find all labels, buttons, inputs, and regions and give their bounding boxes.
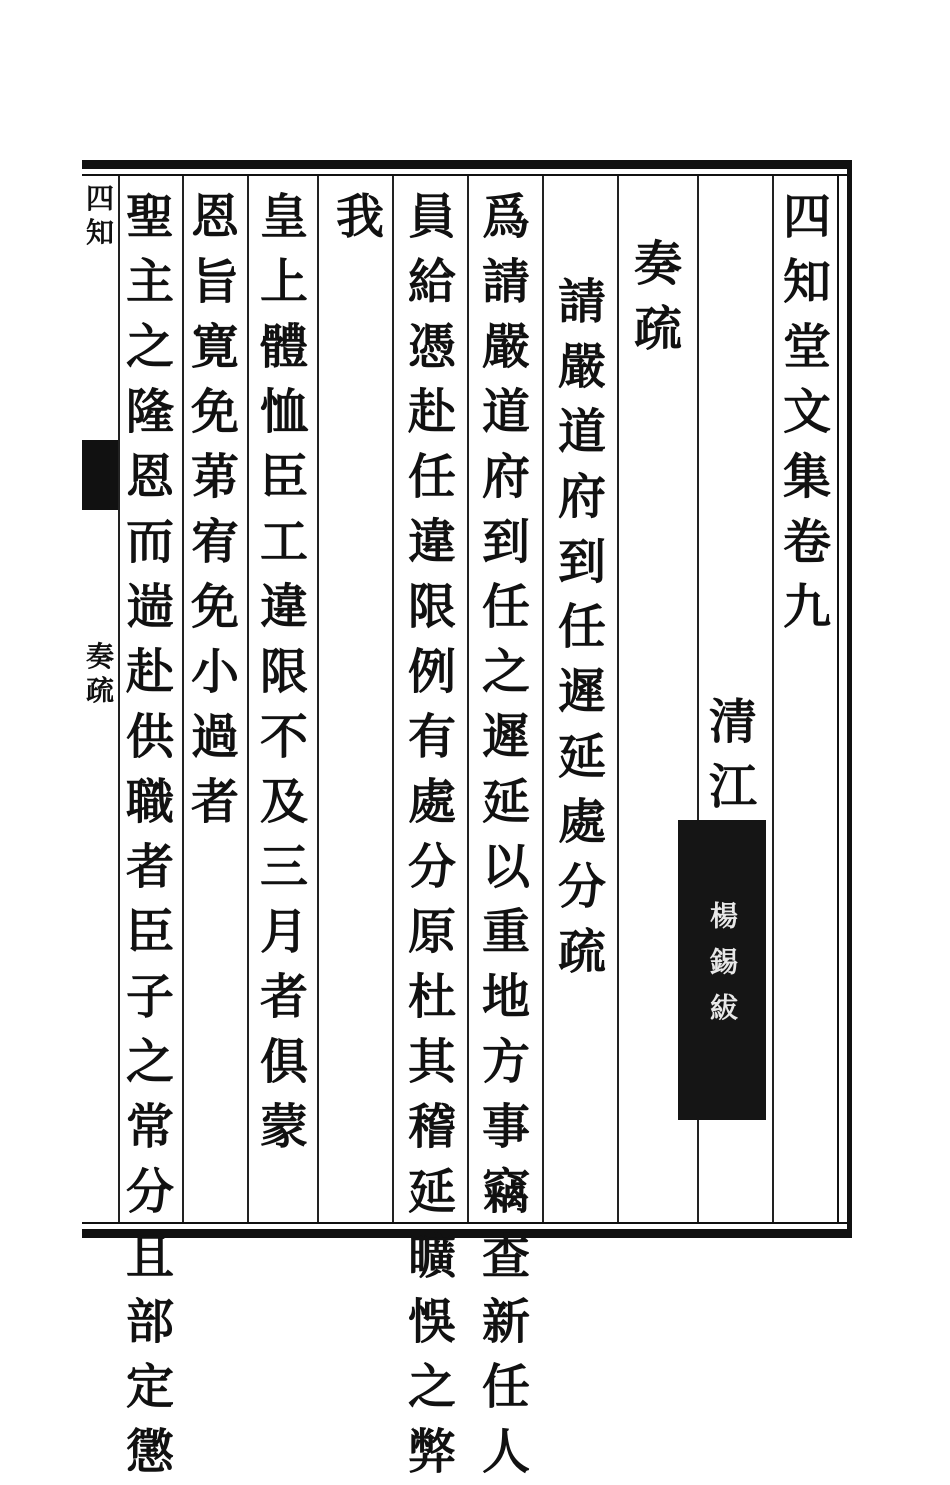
glyph: 例 [407, 644, 456, 700]
glyph: 延 [481, 774, 530, 830]
margin-fish-tail [82, 440, 118, 510]
glyph: 員 [407, 189, 456, 245]
glyph: 主 [125, 254, 174, 310]
glyph: 限 [407, 579, 456, 635]
glyph: 原 [407, 904, 456, 960]
column-rule [317, 176, 319, 1222]
glyph: 府 [557, 469, 606, 525]
margin-title [84, 182, 116, 250]
seal-text: 楊錫紱 [706, 901, 739, 1039]
inner-rule-top [82, 174, 847, 176]
glyph: 四 [85, 182, 114, 215]
glyph: 請 [481, 254, 530, 310]
glyph: 聖 [125, 189, 174, 245]
glyph: 爲 [481, 189, 530, 245]
glyph: 以 [481, 839, 530, 895]
glyph: 延 [557, 729, 606, 785]
glyph: 隆 [125, 384, 174, 440]
glyph: 方 [481, 1034, 530, 1090]
glyph: 到 [481, 514, 530, 570]
glyph: 任 [481, 1359, 530, 1415]
glyph: 俱 [259, 1034, 308, 1090]
body-column-4 [254, 185, 314, 1160]
glyph: 堂 [782, 319, 831, 375]
body-column-2 [402, 185, 462, 1485]
column-rule [247, 176, 249, 1222]
glyph: 集 [782, 449, 831, 505]
glyph: 到 [557, 534, 606, 590]
glyph: 任 [407, 449, 456, 505]
right-inner-rule [837, 174, 839, 1224]
glyph: 任 [557, 599, 606, 655]
glyph: 不 [259, 709, 308, 765]
glyph: 子 [125, 969, 174, 1025]
glyph: 苐 [190, 449, 239, 505]
glyph: 悞 [407, 1294, 456, 1350]
glyph: 卷 [782, 514, 831, 570]
glyph: 分 [125, 1164, 174, 1220]
glyph: 我 [335, 189, 384, 245]
glyph: 及 [259, 774, 308, 830]
section-heading [628, 232, 688, 362]
glyph: 者 [125, 839, 174, 895]
glyph: 蒙 [259, 1099, 308, 1155]
glyph: 體 [259, 319, 308, 375]
glyph: 赴 [125, 644, 174, 700]
glyph: 奏 [633, 236, 682, 292]
glyph: 月 [259, 904, 308, 960]
glyph: 延 [407, 1164, 456, 1220]
glyph: 給 [407, 254, 456, 310]
glyph: 遲 [481, 709, 530, 765]
glyph: 文 [782, 384, 831, 440]
glyph: 免 [190, 579, 239, 635]
memorial-title [552, 270, 612, 985]
glyph: 上 [259, 254, 308, 310]
glyph: 供 [125, 709, 174, 765]
glyph: 嚴 [557, 339, 606, 395]
glyph: 知 [782, 254, 831, 310]
glyph: 工 [259, 514, 308, 570]
glyph: 赴 [407, 384, 456, 440]
seal-stamp [678, 820, 766, 1120]
column-rule [542, 176, 544, 1222]
glyph: 職 [125, 774, 174, 830]
glyph: 曠 [407, 1229, 456, 1285]
column-rule [467, 176, 469, 1222]
glyph: 疏 [557, 924, 606, 980]
glyph: 四 [782, 189, 831, 245]
body-column-5 [185, 185, 245, 835]
glyph: 重 [481, 904, 530, 960]
glyph: 請 [557, 274, 606, 330]
volume-title [777, 185, 837, 640]
glyph: 之 [481, 644, 530, 700]
glyph: 疏 [633, 301, 682, 357]
glyph: 免 [190, 384, 239, 440]
glyph: 道 [481, 384, 530, 440]
inner-rule-bottom [82, 1222, 847, 1224]
glyph: 人 [481, 1424, 530, 1480]
glyph: 之 [125, 319, 174, 375]
glyph: 三 [259, 839, 308, 895]
glyph: 違 [259, 579, 308, 635]
glyph: 新 [481, 1294, 530, 1350]
glyph: 旨 [190, 254, 239, 310]
body-column-3 [330, 185, 390, 250]
glyph: 奏 [85, 640, 114, 673]
glyph: 宥 [190, 514, 239, 570]
glyph: 臣 [259, 449, 308, 505]
glyph: 違 [407, 514, 456, 570]
glyph: 處 [557, 794, 606, 850]
glyph: 過 [190, 709, 239, 765]
glyph: 九 [782, 579, 831, 635]
column-rule [772, 176, 774, 1222]
margin-section [84, 640, 116, 708]
glyph: 恩 [190, 189, 239, 245]
glyph: 遄 [125, 579, 174, 635]
body-column-1 [476, 185, 536, 1485]
glyph: 分 [407, 839, 456, 895]
glyph: 而 [125, 514, 174, 570]
glyph: 任 [481, 579, 530, 635]
glyph: 恩 [125, 449, 174, 505]
glyph: 嚴 [481, 319, 530, 375]
glyph: 竊 [481, 1164, 530, 1220]
glyph: 府 [481, 449, 530, 505]
glyph: 恤 [259, 384, 308, 440]
glyph: 查 [481, 1229, 530, 1285]
glyph: 小 [190, 644, 239, 700]
glyph: 地 [481, 969, 530, 1025]
glyph: 寛 [190, 319, 239, 375]
glyph: 弊 [407, 1424, 456, 1480]
column-rule [617, 176, 619, 1222]
glyph: 遲 [557, 664, 606, 720]
glyph: 知 [85, 216, 114, 249]
column-rule [182, 176, 184, 1222]
body-column-6 [120, 185, 180, 1485]
glyph: 皇 [259, 189, 308, 245]
glyph: 者 [259, 969, 308, 1025]
glyph: 分 [557, 859, 606, 915]
glyph: 者 [190, 774, 239, 830]
glyph: 且 [125, 1229, 174, 1285]
glyph: 臣 [125, 904, 174, 960]
glyph: 之 [407, 1359, 456, 1415]
glyph: 清 [708, 694, 757, 750]
glyph: 疏 [85, 674, 114, 707]
glyph: 懲 [125, 1424, 174, 1480]
glyph: 定 [125, 1359, 174, 1415]
glyph: 憑 [407, 319, 456, 375]
column-rule [392, 176, 394, 1222]
glyph: 處 [407, 774, 456, 830]
glyph: 事 [481, 1099, 530, 1155]
glyph: 杜 [407, 969, 456, 1025]
glyph: 其 [407, 1034, 456, 1090]
glyph: 常 [125, 1099, 174, 1155]
glyph: 道 [557, 404, 606, 460]
glyph: 有 [407, 709, 456, 765]
glyph: 之 [125, 1034, 174, 1090]
glyph: 部 [125, 1294, 174, 1350]
glyph: 稽 [407, 1099, 456, 1155]
glyph: 江 [708, 759, 757, 815]
glyph: 限 [259, 644, 308, 700]
